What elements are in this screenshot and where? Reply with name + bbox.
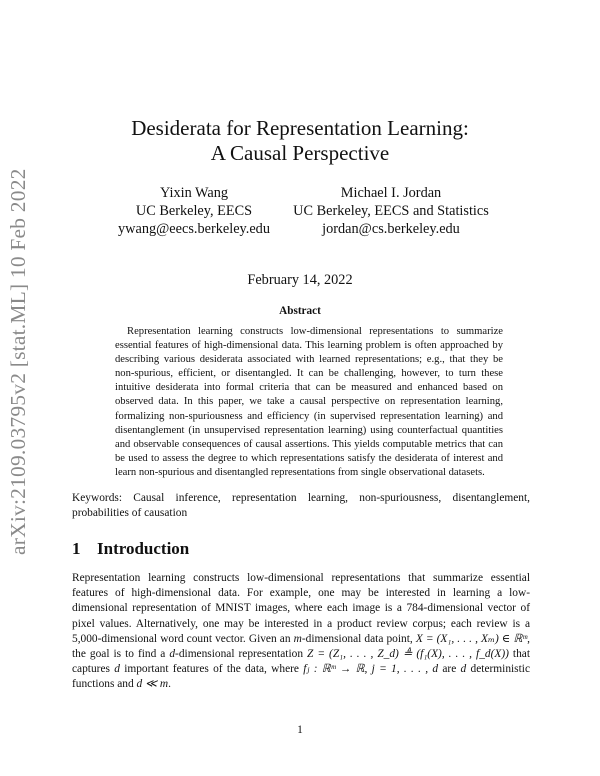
abstract-body: Representation learning constructs low-dimensional representations to summarize essential features of high-dimensional data. This learning problem is often approached by describing various desiderata associated with learned representations; e.g., that they be non-spurious, efficient, or disentangled. It can be challenging, however, to turn these intuitive desiderata into formal criteria that can be measured and enhanced based on observed data. In this paper, we take a causal perspective on representation learning, formalizing non-spuriousness and efficiency (in supervised representation learning) and disentanglement (in unsupervised representation learning) using counterfactual quantities and observable consequences of causal assertions. This yields computable metrics that can be used to assess the degree to which representations satisfy the desiderata of interest and learn non-spurious and disentangled representations from single observational datasets. (115, 326, 503, 478)
section-number: 1 (72, 539, 81, 558)
intro-text: are (438, 663, 461, 676)
intro-text: deterministic functions and (72, 663, 530, 691)
paper-title-line1: Desiderata for Representation Learning: (131, 116, 469, 140)
intro-text: . (168, 678, 171, 691)
abstract-heading: Abstract (279, 305, 321, 317)
math-m: m (293, 632, 302, 645)
intro-paragraph (72, 571, 530, 693)
section-heading (72, 539, 189, 559)
author-email: jordan@cs.berkeley.edu (322, 221, 460, 237)
math-d: d (460, 663, 467, 676)
math-f-def: fⱼ : ℝᵐ → ℝ, j = 1, . . . , d (303, 663, 439, 676)
intro-text: , the goal is to find a (72, 632, 530, 661)
intro-text: important features of the data, where (119, 663, 304, 676)
intro-text: -dimensional representation (175, 648, 308, 661)
arxiv-side-stamp: arXiv:2109.03795v2 [stat.ML] 10 Feb 2022 (6, 168, 30, 555)
intro-text: Representation learning constructs low-dimensional representations that summarize essential features of high-dimensional data. For example, one may be interested in learning a low-dimensional representation of MNIST images, where each image is a 784-dimensional vector of pixel values. Alternatively, one may be interested in a product review corpus; each review is a 5,000-dimensional word count vector. Given an (72, 572, 530, 645)
author-name: Michael I. Jordan (340, 185, 442, 201)
math-d: d (114, 663, 120, 676)
math-d: d (169, 648, 176, 661)
author-name: Yixin Wang (159, 185, 229, 201)
paper-date: February 14, 2022 (247, 272, 353, 288)
author-affiliation: UC Berkeley, EECS (135, 203, 253, 219)
math-z-def: Z = (Z₁, . . . , Z_d) ≜ (f₁(X), . . . , f_d(X)) (307, 648, 509, 661)
paper-title-line2: A Causal Perspective (210, 141, 390, 165)
math-ineq: d ≪ m (136, 678, 169, 691)
keywords: Keywords: Causal inference, representation learning, non-spuriousness, disentanglement, probabilities of causation (72, 492, 530, 519)
author-block-1 (104, 184, 284, 238)
author-email: ywang@eecs.berkeley.edu (118, 221, 270, 237)
page-number: 1 (297, 724, 303, 736)
intro-text: -dimensional data point, (301, 632, 416, 645)
math-x-def: X = (X₁, . . . , Xₘ) ∈ ℝᵐ (415, 632, 528, 645)
author-affiliation: UC Berkeley, EECS and Statistics (293, 203, 489, 219)
author-block-2 (288, 184, 494, 238)
intro-text: that captures (72, 648, 530, 676)
section-title: Introduction (97, 539, 190, 558)
